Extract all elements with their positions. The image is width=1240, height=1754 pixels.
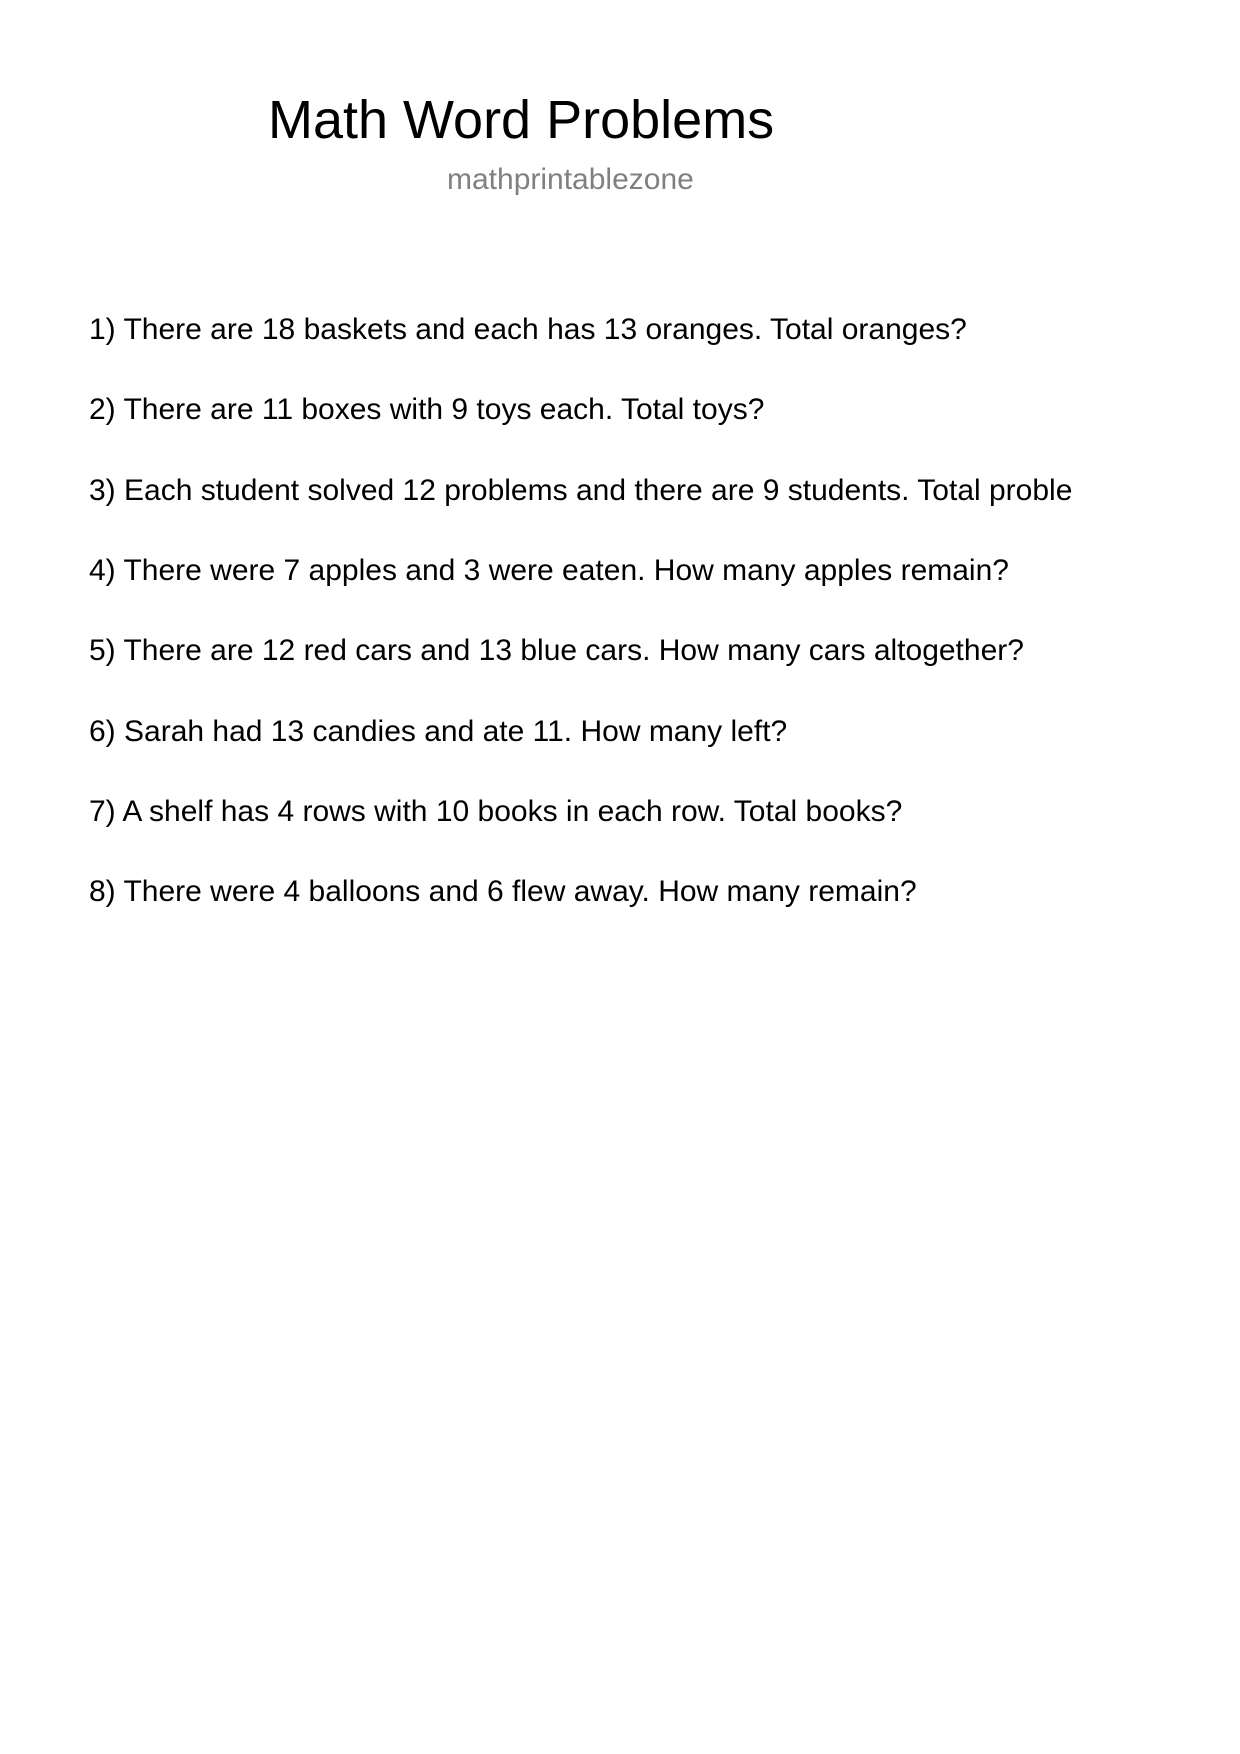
problem-item-2: 2) There are 11 boxes with 9 toys each. Total toys? <box>89 393 765 426</box>
problem-item-4: 4) There were 7 apples and 3 were eaten. How many apples remain? <box>89 554 1009 587</box>
page-subtitle: mathprintablezone <box>447 163 694 196</box>
problem-item-1: 1) There are 18 baskets and each has 13 oranges. Total oranges? <box>89 313 967 346</box>
problem-item-3: 3) Each student solved 12 problems and there are 9 students. Total proble <box>89 474 1073 507</box>
problem-item-8: 8) There were 4 balloons and 6 flew away. How many remain? <box>89 875 917 908</box>
problem-item-5: 5) There are 12 red cars and 13 blue cars. How many cars altogether? <box>89 634 1024 667</box>
page-title: Math Word Problems <box>268 90 775 150</box>
problem-item-7: 7) A shelf has 4 rows with 10 books in each row. Total books? <box>89 795 903 828</box>
problem-item-6: 6) Sarah had 13 candies and ate 11. How many left? <box>89 715 788 748</box>
